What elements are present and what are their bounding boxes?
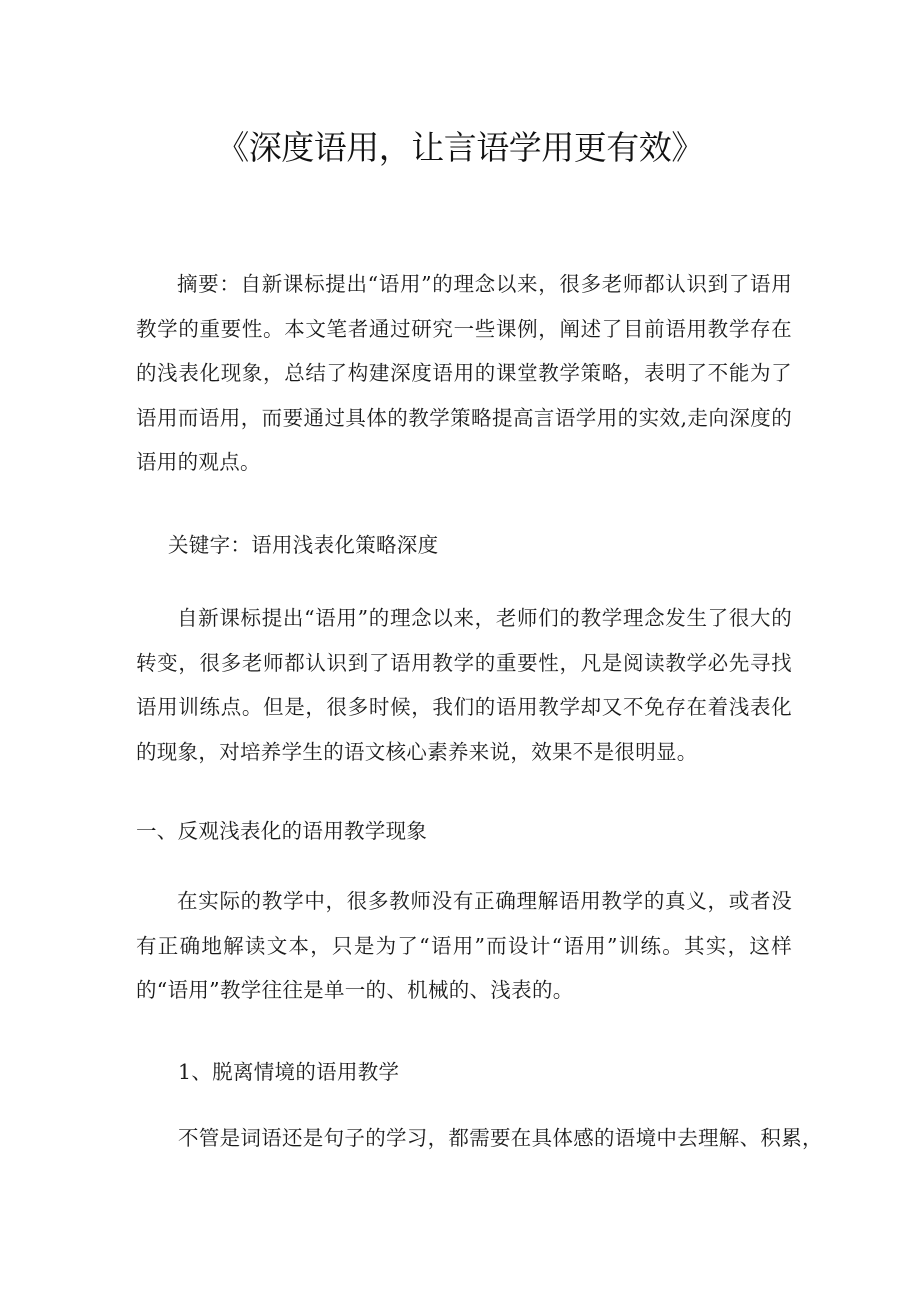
abstract-paragraph: 摘要：自新课标提出“语用”的理念以来，很多老师都认识到了语用教学的重要性。本文笔者通过研究一些课例，阐述了目前语用教学存在的浅表化现象，总结了构建深度语用的课堂教学策略，表明了不能为了语用而语用，而要通过具体的教学策略提高言语学用的实效,走向深度的语用的观点。	[136, 272, 792, 474]
document-title: 《深度语用，让言语学用更有效》	[216, 128, 704, 167]
section-heading: 一、反观浅表化的语用教学现象	[136, 819, 428, 843]
subsection-heading: 1、脱离情境的语用教学	[178, 1060, 400, 1084]
keywords-line: 关键字：语用浅表化策略深度	[168, 533, 439, 557]
subsection-paragraph: 不管是词语还是句子的学习，都需要在具体感的语境中去理解、积累，	[178, 1126, 823, 1150]
section-paragraph: 在实际的教学中，很多教师没有正确理解语用教学的真义，或者没有正确地解读文本，只是为了“语用”而设计“语用”训练。其实，这样的“语用”教学往往是单一的、机械的、浅表的。	[136, 889, 792, 1002]
intro-paragraph: 自新课标提出“语用”的理念以来，老师们的教学理念发生了很大的转变，很多老师都认识到了语用教学的重要性，凡是阅读教学必先寻找语用训练点。但是，很多时候，我们的语用教学却又不免存在着浅表化的现象，对培养学生的语文核心素养来说，效果不是很明显。	[136, 606, 792, 764]
